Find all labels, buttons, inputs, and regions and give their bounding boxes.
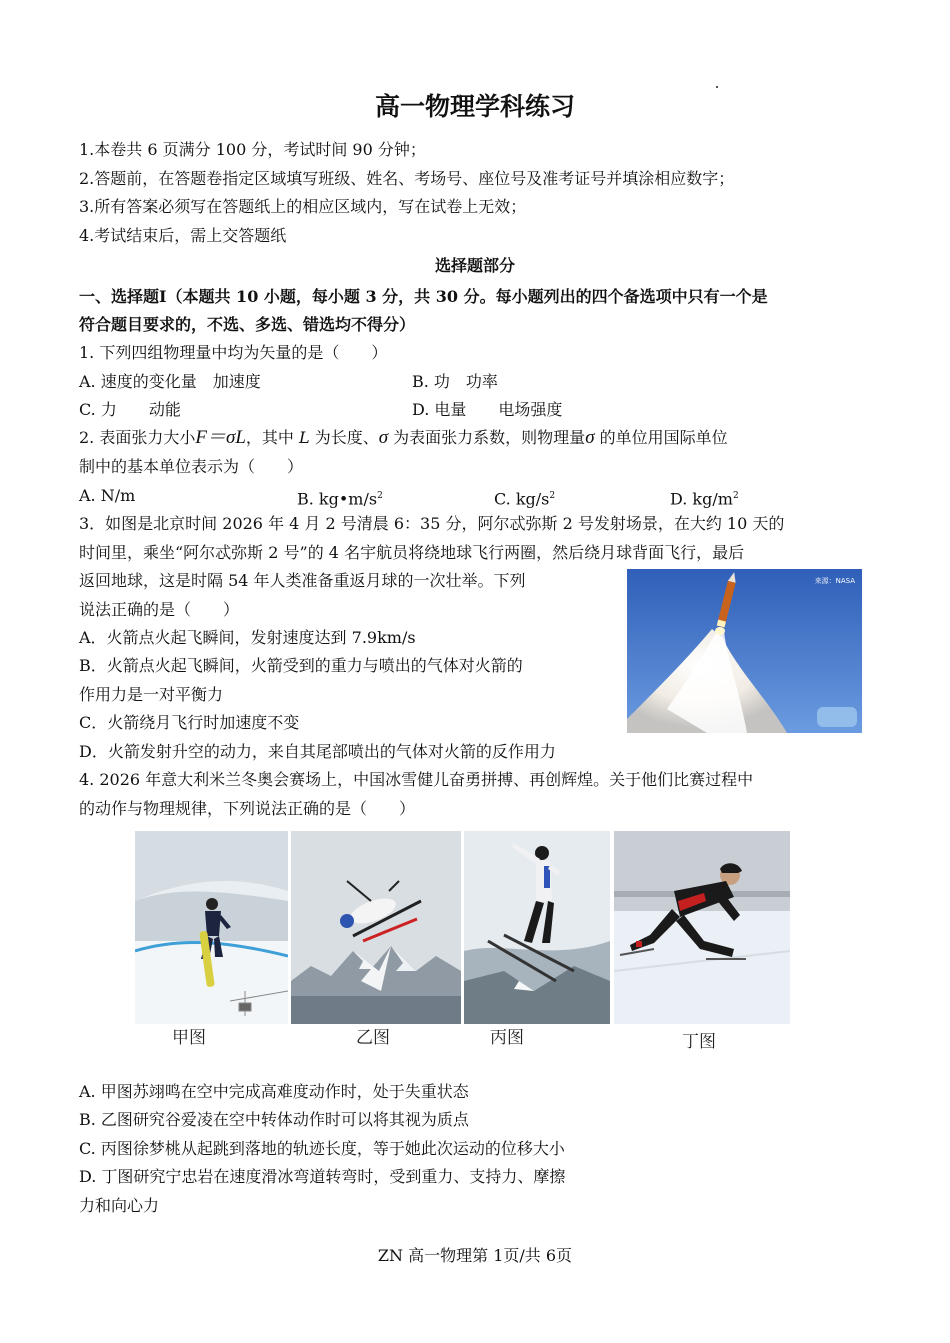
q2-option-b [297,486,383,509]
instruction-3: 3.所有答案必须写在答题纸上的相应区域内，写在试卷上无效； [79,197,527,216]
q4-option-c: C. 丙图徐梦桃从起跳到落地的轨迹长度，等于她此次运动的位移大小 [79,1139,565,1158]
snowboard-image [135,831,288,1024]
q2-option-b-sup: 2 [377,491,383,501]
q3-option-a: A．火箭点火起飞瞬间，发射速度达到 7.9km/s [79,628,416,647]
q4-option-d-line1: D. 丁图研究宁忠岩在速度滑冰弯道转弯时，受到重力、支持力、摩擦 [79,1167,566,1186]
instruction-2: 2.答题前，在答题卷指定区域填写班级、姓名、考场号、座位号及准考证号并填涂相应数字； [79,169,735,188]
caption-ding: 丁图 [682,1032,716,1052]
q1-option-b: B. 功 功率 [412,372,498,391]
q2-formula: F＝σL [195,427,246,448]
rocket-launch-image [627,569,862,733]
section-title: 选择题部分 [434,256,515,275]
part1-heading-line2: 符合题目要求的，不选、多选、错选均不得分） [79,315,416,334]
q2-stem-line1 [79,428,728,448]
q4-line2: 的动作与物理规律，下列说法正确的是（ ） [79,799,416,818]
caption-yi: 乙图 [356,1028,390,1048]
rocket-photo-watermark: 来源：NASA [814,577,855,585]
q2-stem-line2: 制中的基本单位表示为（ ） [79,457,304,476]
q3-line3: 返回地球，这是时隔 54 年人类准备重返月球的一次壮举。下列 [79,571,526,590]
q2-stem-pre: 2. 表面张力大小 [79,428,196,447]
q2-stem-mid3: 为表面张力系数，则物理量 [388,428,586,447]
q3-option-b-line1: B．火箭点火起飞瞬间，火箭受到的重力与喷出的气体对火箭的 [79,656,523,675]
q1-option-d: D. 电量 电场强度 [412,400,563,419]
q4-option-b: B. 乙图研究谷爱凌在空中转体动作时可以将其视为质点 [79,1110,469,1129]
q2-sigma-1: σ [378,427,389,448]
q2-sigma-2: σ [585,427,595,448]
q2-option-a: A. N/m [79,486,136,505]
caption-jia: 甲图 [172,1028,206,1048]
q2-option-c-sup: 2 [549,491,556,501]
q3-line2: 时间里，乘坐“阿尔忒弥斯 2 号”的 4 名宇航员将绕地球飞行两圈，然后绕月球背面飞行，最后 [79,543,745,562]
aerials-photo [464,831,610,1024]
q4-option-d-line2: 力和向心力 [79,1196,160,1215]
q4-line1: 4. 2026 年意大利米兰冬奥会赛场上，中国冰雪健儿奋勇拼搏、再创辉煌。关于他们比赛过程中 [79,770,754,789]
q1-stem: 1. 下列四组物理量中均为矢量的是（ ） [79,343,388,362]
q2-option-d-base: D. kg/m [670,489,733,509]
speed-skating-photo [614,831,790,1024]
q2-stem-post: 的单位用国际单位 [594,428,728,447]
q3-option-b-line2: 作用力是一对平衡力 [79,685,224,704]
q2-option-b-base: B. kg•m/s [297,489,378,509]
instruction-4: 4.考试结束后，需上交答题纸 [79,226,287,245]
q3-line4: 说法正确的是（ ） [79,600,240,619]
q2-option-d [670,486,739,509]
q2-option-c [494,486,555,509]
part1-heading-line1: 一、选择题Ⅰ（本题共 10 小题，每小题 3 分，共 30 分。每小题列出的四个备选项中只有一个是 [79,287,768,306]
scan-dot [716,86,718,88]
page-footer: ZN 高一物理第 1页/共 6页 [377,1246,573,1265]
q4-option-a: A. 甲图苏翊鸣在空中完成高难度动作时，处于失重状态 [79,1082,469,1101]
snowboard-photo [135,831,288,1024]
instruction-1: 1.本卷共 6 页满分 100 分，考试时间 90 分钟； [79,140,426,159]
q1-option-a: A. 速度的变化量 加速度 [79,372,261,391]
freestyle-ski-image [291,831,461,1024]
caption-bing: 丙图 [490,1028,524,1048]
page-title: 高一物理学科练习 [374,92,575,121]
rocket-launch-photo [627,569,862,733]
q2-option-d-sup: 2 [732,491,739,501]
q2-var-l: L [299,428,310,447]
q2-stem-mid1: ，其中 [245,428,299,447]
freestyle-ski-photo [291,831,461,1024]
speed-skating-image [614,831,790,1024]
q2-option-c-base: C. kg/s [494,489,550,509]
q3-option-d: D．火箭发射升空的动力，来自其尾部喷出的气体对火箭的反作用力 [79,742,556,761]
q3-option-c: C．火箭绕月飞行时加速度不变 [79,713,300,732]
q3-line1: 3．如图是北京时间 2026 年 4 月 2 号清晨 6：35 分，阿尔忒弥斯 2 号发射场景，在大约 10 天的 [79,514,785,533]
q2-stem-mid2: 为长度、 [309,428,379,447]
q1-option-c: C. 力 动能 [79,400,181,419]
aerials-image [464,831,610,1024]
